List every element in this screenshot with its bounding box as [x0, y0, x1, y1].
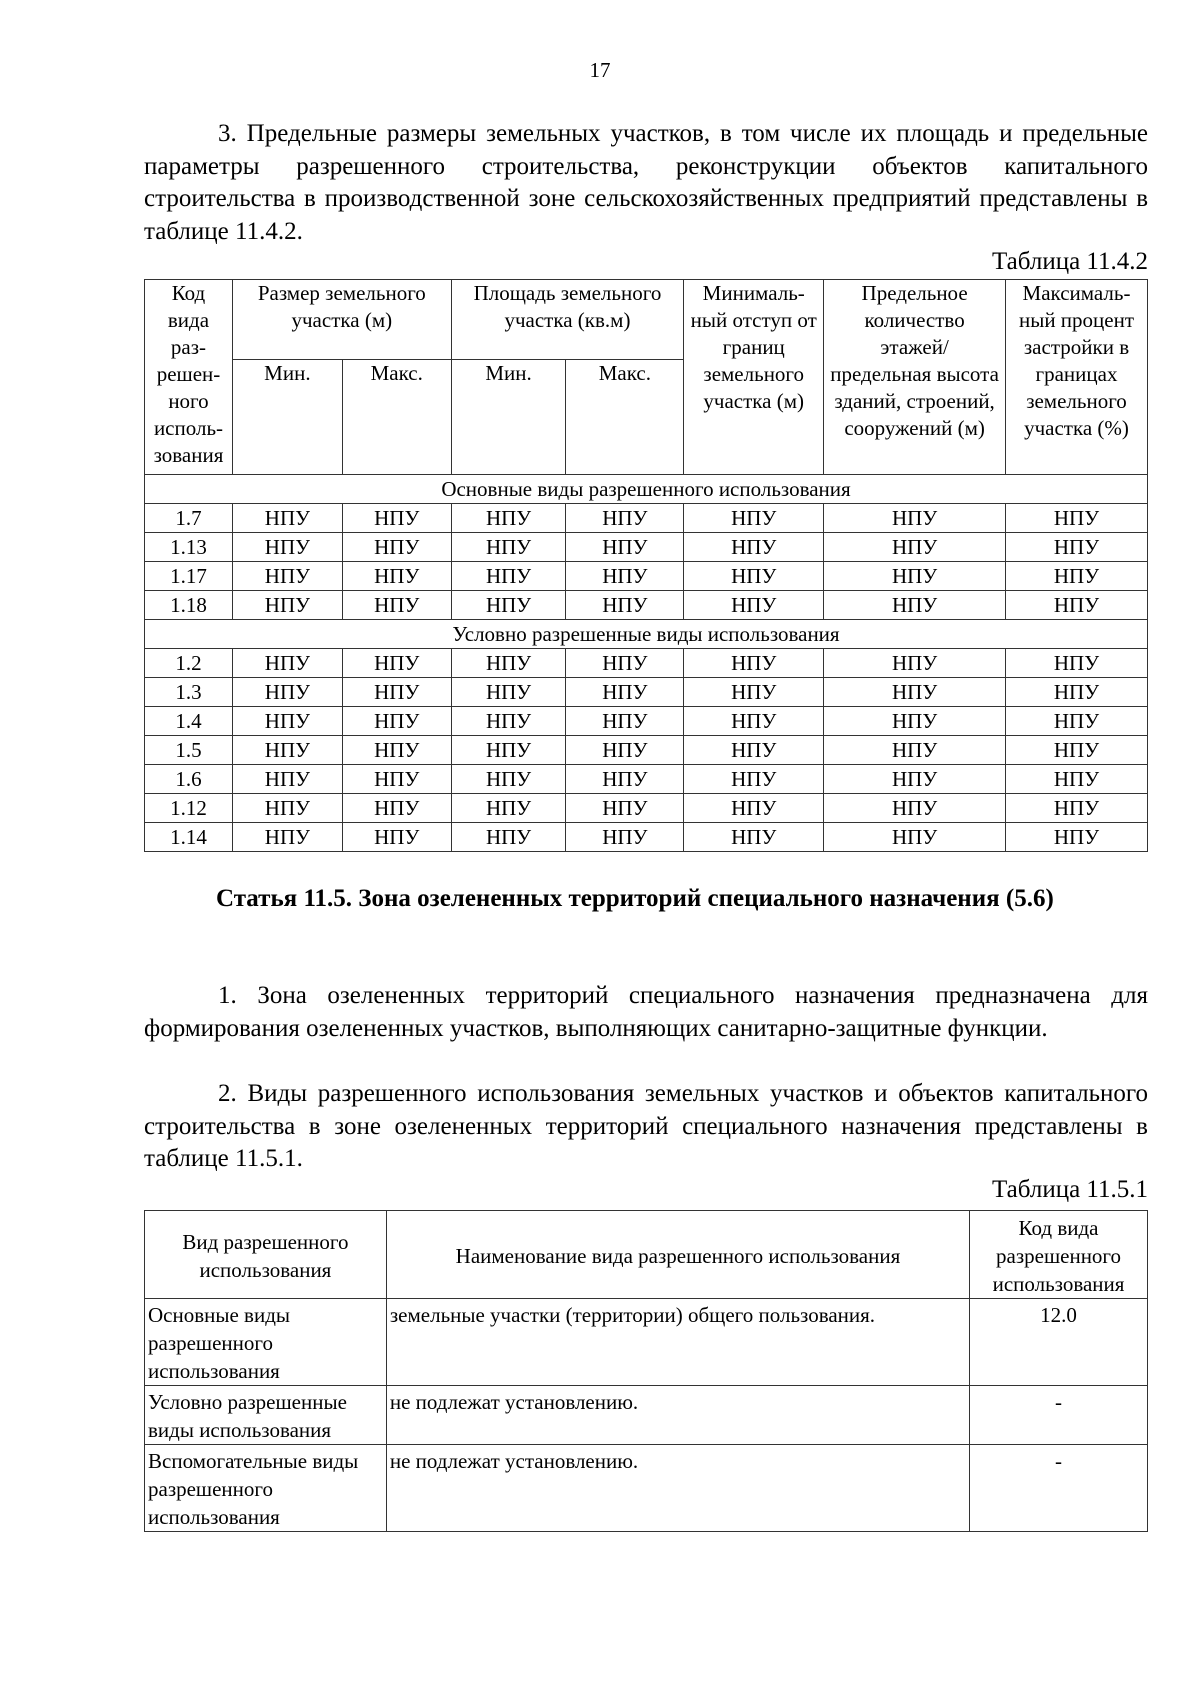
cell-value: НПУ — [824, 678, 1006, 707]
cell-value: НПУ — [566, 504, 684, 533]
cell-value: НПУ — [566, 794, 684, 823]
cell-value: НПУ — [232, 678, 342, 707]
header-size-max: Макс. — [342, 360, 451, 475]
cell-value: НПУ — [566, 823, 684, 852]
cell-value: НПУ — [1006, 736, 1148, 765]
cell-value: НПУ — [1006, 707, 1148, 736]
section-conditional-uses: Условно разрешенные виды использования — [145, 620, 1148, 649]
article-heading: Статья 11.5. Зона озелененных территорий специального назначения (5.6) — [216, 885, 1054, 912]
table-row — [145, 1386, 1148, 1445]
cell-name: не подлежат установлению. — [386, 1445, 969, 1532]
cell-value: НПУ — [566, 765, 684, 794]
cell-value: НПУ — [1006, 562, 1148, 591]
header-use-type: Вид разрешенного использования — [145, 1211, 387, 1299]
paragraph-2: 2. Виды разрешенного использования земельных участков и объектов капитального строительства в зоне озелененных территорий специального назначения представлены в таблице 11.5.1. — [144, 1080, 1148, 1172]
cell-value: НПУ — [451, 533, 566, 562]
cell-value: НПУ — [824, 823, 1006, 852]
cell-code: 1.4 — [145, 707, 233, 736]
cell-value: НПУ — [342, 707, 451, 736]
cell-value: НПУ — [684, 533, 824, 562]
cell-type: Условно разрешенные виды использования — [145, 1386, 387, 1445]
cell-value: НПУ — [684, 823, 824, 852]
cell-code: - — [970, 1445, 1148, 1532]
cell-value: НПУ — [1006, 649, 1148, 678]
cell-value: НПУ — [684, 591, 824, 620]
header-max-coverage: Максималь-ный процент застройки в границах земельного участка (%) — [1006, 280, 1148, 475]
header-area-min: Мин. — [451, 360, 566, 475]
cell-value: НПУ — [232, 794, 342, 823]
cell-value: НПУ — [232, 765, 342, 794]
cell-value: НПУ — [232, 707, 342, 736]
cell-value: НПУ — [451, 504, 566, 533]
cell-value: НПУ — [342, 765, 451, 794]
header-use-code: Код вида разрешенного использования — [970, 1211, 1148, 1299]
cell-value: НПУ — [684, 562, 824, 591]
header-plot-size: Размер земельного участка (м) — [232, 280, 451, 360]
cell-value: НПУ — [342, 823, 451, 852]
cell-code: 1.13 — [145, 533, 233, 562]
header-use-name: Наименование вида разрешенного использования — [386, 1211, 969, 1299]
cell-value: НПУ — [232, 823, 342, 852]
table-11-5-1-caption: Таблица 11.5.1 — [992, 1176, 1148, 1203]
cell-value: НПУ — [1006, 504, 1148, 533]
cell-value: НПУ — [232, 591, 342, 620]
cell-value: НПУ — [232, 649, 342, 678]
cell-value: НПУ — [451, 678, 566, 707]
cell-value: НПУ — [824, 736, 1006, 765]
table-row — [145, 765, 1148, 794]
cell-value: НПУ — [824, 649, 1006, 678]
cell-type: Вспомогательные виды разрешенного использования — [145, 1445, 387, 1532]
cell-value: НПУ — [342, 678, 451, 707]
cell-value: НПУ — [232, 533, 342, 562]
header-size-min: Мин. — [232, 360, 342, 475]
paragraph-1: 1. Зона озелененных территорий специального назначения предназначена для формирования озелененных участков, выполняющих санитарно-защитные функции. — [144, 982, 1148, 1042]
cell-value: НПУ — [342, 591, 451, 620]
table-row — [145, 736, 1148, 765]
table-row — [145, 707, 1148, 736]
cell-value: НПУ — [342, 649, 451, 678]
cell-value: НПУ — [824, 504, 1006, 533]
cell-code: 1.18 — [145, 591, 233, 620]
cell-value: НПУ — [1006, 794, 1148, 823]
table-row — [145, 504, 1148, 533]
table-row — [145, 562, 1148, 591]
cell-value: НПУ — [451, 794, 566, 823]
table-row — [145, 1445, 1148, 1532]
section-main-uses: Основные виды разрешенного использования — [145, 475, 1148, 504]
cell-code: 12.0 — [970, 1299, 1148, 1386]
header-max-floors: Предельное количество этажей/ предельная высота зданий, строений, сооружений (м) — [824, 280, 1006, 475]
cell-code: 1.7 — [145, 504, 233, 533]
cell-value: НПУ — [1006, 591, 1148, 620]
cell-code: 1.14 — [145, 823, 233, 852]
cell-value: НПУ — [342, 736, 451, 765]
cell-name: земельные участки (территории) общего пользования. — [386, 1299, 969, 1386]
header-area-max: Макс. — [566, 360, 684, 475]
cell-code: 1.6 — [145, 765, 233, 794]
cell-value: НПУ — [451, 562, 566, 591]
cell-value: НПУ — [824, 794, 1006, 823]
table-11-4-2-caption: Таблица 11.4.2 — [992, 248, 1148, 275]
cell-value: НПУ — [824, 591, 1006, 620]
table-row — [145, 678, 1148, 707]
header-min-offset: Минималь-ный отступ от границ земельного участка (м) — [684, 280, 824, 475]
cell-value: НПУ — [566, 562, 684, 591]
cell-value: НПУ — [566, 533, 684, 562]
cell-value: НПУ — [824, 562, 1006, 591]
cell-value: НПУ — [684, 649, 824, 678]
cell-value: НПУ — [684, 678, 824, 707]
cell-value: НПУ — [1006, 533, 1148, 562]
table-row — [145, 591, 1148, 620]
cell-value: НПУ — [451, 736, 566, 765]
header-plot-area: Площадь земельного участка (кв.м) — [451, 280, 684, 360]
cell-value: НПУ — [451, 823, 566, 852]
table-row — [145, 649, 1148, 678]
cell-value: НПУ — [566, 678, 684, 707]
cell-value: НПУ — [684, 707, 824, 736]
cell-type: Основные виды разрешенного использования — [145, 1299, 387, 1386]
cell-value: НПУ — [824, 765, 1006, 794]
header-code: Код вида раз-решен-ного исполь-зования — [145, 280, 233, 475]
cell-code: 1.17 — [145, 562, 233, 591]
cell-code: 1.12 — [145, 794, 233, 823]
cell-value: НПУ — [232, 504, 342, 533]
cell-value: НПУ — [566, 707, 684, 736]
cell-name: не подлежат установлению. — [386, 1386, 969, 1445]
cell-value: НПУ — [566, 591, 684, 620]
cell-code: 1.5 — [145, 736, 233, 765]
table-row — [145, 823, 1148, 852]
cell-value: НПУ — [1006, 765, 1148, 794]
cell-value: НПУ — [684, 736, 824, 765]
cell-value: НПУ — [1006, 823, 1148, 852]
cell-value: НПУ — [824, 707, 1006, 736]
cell-code: - — [970, 1386, 1148, 1445]
cell-value: НПУ — [342, 794, 451, 823]
cell-value: НПУ — [232, 736, 342, 765]
cell-value: НПУ — [684, 794, 824, 823]
cell-value: НПУ — [232, 562, 342, 591]
table-11-4-2 — [144, 279, 1148, 852]
cell-value: НПУ — [342, 533, 451, 562]
cell-value: НПУ — [451, 707, 566, 736]
cell-code: 1.3 — [145, 678, 233, 707]
cell-value: НПУ — [342, 504, 451, 533]
cell-value: НПУ — [342, 562, 451, 591]
cell-value: НПУ — [451, 649, 566, 678]
cell-code: 1.2 — [145, 649, 233, 678]
cell-value: НПУ — [566, 649, 684, 678]
table-row — [145, 1299, 1148, 1386]
cell-value: НПУ — [1006, 678, 1148, 707]
table-11-5-1 — [144, 1210, 1148, 1532]
page-number: 17 — [589, 58, 611, 82]
cell-value: НПУ — [684, 504, 824, 533]
cell-value: НПУ — [684, 765, 824, 794]
table-row — [145, 794, 1148, 823]
paragraph-3: 3. Предельные размеры земельных участков, в том числе их площадь и предельные параметры разрешенного строительства, реконструкции объектов капитального строительства в производственной зоне сельскохозяйственных предприятий представлены в таблице 11.4.2. — [144, 120, 1148, 245]
cell-value: НПУ — [824, 533, 1006, 562]
cell-value: НПУ — [451, 765, 566, 794]
cell-value: НПУ — [451, 591, 566, 620]
table-row — [145, 533, 1148, 562]
cell-value: НПУ — [566, 736, 684, 765]
